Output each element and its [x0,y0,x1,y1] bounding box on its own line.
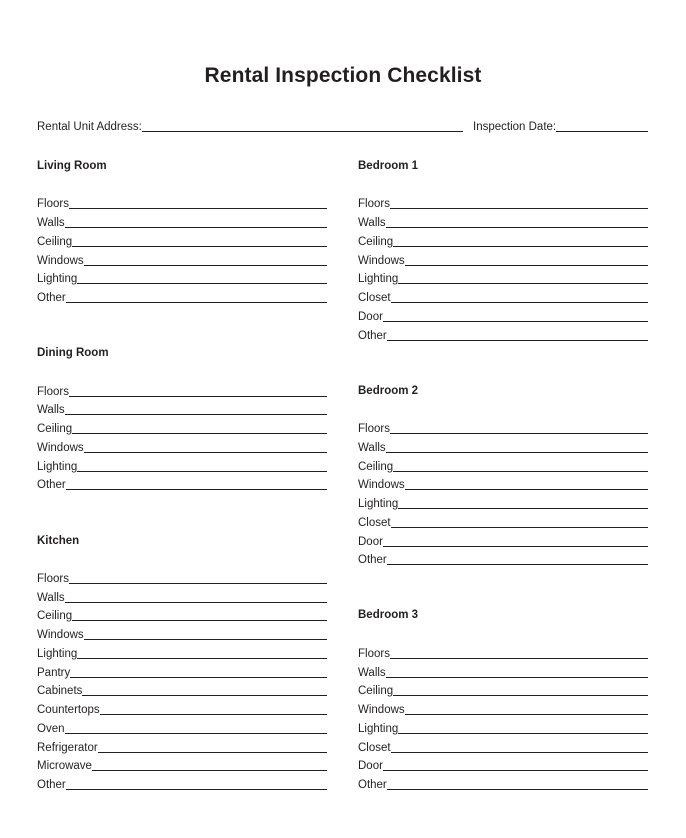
checklist-item[interactable] [37,291,327,305]
checklist-item[interactable] [358,516,648,530]
item-line[interactable] [386,677,648,678]
item-line[interactable] [65,733,328,734]
item-line[interactable] [383,321,648,322]
checklist-item[interactable] [37,741,327,755]
item-line[interactable] [393,246,648,247]
item-label: Microwave [37,760,92,772]
item-line[interactable] [387,340,648,341]
item-label: Other [358,330,387,342]
checklist-item[interactable] [37,666,327,680]
checklist-item[interactable] [37,197,327,211]
item-line[interactable] [72,246,327,247]
item-line[interactable] [84,452,327,453]
item-label: Floors [37,198,69,210]
item-line[interactable] [69,208,327,209]
item-line[interactable] [390,433,648,434]
item-line[interactable] [70,677,327,678]
checklist-item[interactable] [37,422,327,436]
checklist-item[interactable] [358,497,648,511]
item-label: Door [358,311,383,323]
item-line[interactable] [66,302,327,303]
item-label: Windows [358,704,405,716]
checklist-item[interactable] [358,272,648,286]
item-line[interactable] [65,414,327,415]
item-line[interactable] [386,452,648,453]
item-line[interactable] [383,770,648,771]
checklist-item[interactable] [358,703,648,717]
item-label: Walls [37,404,65,416]
item-line[interactable] [390,658,648,659]
date-label: Inspection Date: [473,121,557,133]
item-label: Lighting [358,498,399,510]
item-line[interactable] [77,658,327,659]
item-line[interactable] [92,770,327,771]
item-line[interactable] [386,227,648,228]
item-line[interactable] [405,489,648,490]
item-label: Countertops [37,704,100,716]
item-label: Windows [37,629,84,641]
item-line[interactable] [77,283,327,284]
item-label: Lighting [358,723,399,735]
item-label: Lighting [37,273,78,285]
item-label: Pantry [37,667,71,679]
item-label: Walls [358,217,386,229]
checklist-item[interactable] [358,235,648,249]
checklist-item[interactable] [358,759,648,773]
item-line[interactable] [72,620,327,621]
item-line[interactable] [82,695,327,696]
item-label: Ceiling [37,423,73,435]
item-label: Floors [37,386,69,398]
checklist-item[interactable] [37,572,327,586]
checklist-item[interactable] [37,684,327,698]
date-field[interactable] [473,120,648,134]
item-line[interactable] [72,433,327,434]
item-line[interactable] [98,752,327,753]
item-label: Closet [358,517,391,529]
item-label: Lighting [37,648,78,660]
item-label: Windows [37,442,84,454]
checklist-item[interactable] [37,478,327,492]
item-label: Walls [358,442,386,454]
item-label: Ceiling [358,236,394,248]
checklist-item[interactable] [358,478,648,492]
item-label: Floors [358,198,390,210]
checklist-item[interactable] [37,254,327,268]
item-label: Floors [358,423,390,435]
item-label: Cabinets [37,685,83,697]
checklist-item[interactable] [37,759,327,773]
item-line[interactable] [65,602,327,603]
address-field[interactable] [37,120,463,134]
item-label: Oven [37,723,65,735]
checklist-item[interactable] [358,216,648,230]
item-label: Other [37,479,66,491]
section-heading-bedroom-1: Bedroom 1 [358,160,419,172]
checklist-item[interactable] [37,722,327,736]
checklist-item[interactable] [358,197,648,211]
item-line[interactable] [393,471,648,472]
checklist-item[interactable] [358,684,648,698]
item-line[interactable] [383,546,648,547]
item-label: Lighting [37,461,78,473]
item-line[interactable] [66,789,327,790]
item-line[interactable] [387,789,648,790]
item-line[interactable] [393,695,648,696]
section-heading-kitchen: Kitchen [37,535,80,547]
section-heading-dining-room: Dining Room [37,347,109,359]
checklist-item[interactable] [37,647,327,661]
item-line[interactable] [100,714,327,715]
checklist-item[interactable] [358,647,648,661]
checklist-item[interactable] [37,235,327,249]
section-heading-bedroom-2: Bedroom 2 [358,385,419,397]
item-line[interactable] [77,471,327,472]
item-line[interactable] [84,639,327,640]
item-label: Door [358,536,383,548]
checklist-item[interactable] [358,254,648,268]
item-line[interactable] [398,283,648,284]
item-label: Floors [358,648,390,660]
item-line[interactable] [391,527,648,528]
item-label: Closet [358,742,391,754]
item-label: Walls [37,592,65,604]
item-line[interactable] [69,583,327,584]
item-line[interactable] [391,302,648,303]
item-label: Ceiling [37,610,73,622]
item-label: Walls [37,217,65,229]
checklist-item[interactable] [37,703,327,717]
item-line[interactable] [405,265,648,266]
item-label: Windows [358,479,405,491]
item-line[interactable] [398,508,648,509]
checklist-item[interactable] [37,591,327,605]
item-line[interactable] [387,564,648,565]
date-line[interactable] [556,131,648,132]
checklist-item[interactable] [37,403,327,417]
checklist-item[interactable] [358,666,648,680]
item-label: Refrigerator [37,742,98,754]
checklist-item[interactable] [358,441,648,455]
item-line[interactable] [398,733,648,734]
item-label: Ceiling [37,236,73,248]
item-line[interactable] [65,227,327,228]
checklist-item[interactable] [358,778,648,792]
checklist-item[interactable] [37,272,327,286]
item-label: Walls [358,667,386,679]
item-label: Door [358,760,383,772]
page-title: Rental Inspection Checklist [204,64,482,87]
checklist-item[interactable] [37,385,327,399]
checklist-item[interactable] [358,291,648,305]
section-heading-living-room: Living Room [37,160,107,172]
checklist-item[interactable] [358,460,648,474]
item-label: Ceiling [358,685,394,697]
item-line[interactable] [390,208,648,209]
item-label: Other [37,779,66,791]
checklist-item[interactable] [37,460,327,474]
address-line[interactable] [142,131,463,132]
checklist-item[interactable] [37,628,327,642]
item-label: Windows [37,255,84,267]
checklist-item[interactable] [358,535,648,549]
item-label: Lighting [358,273,399,285]
checklist-item[interactable] [358,741,648,755]
item-line[interactable] [66,489,327,490]
item-label: Floors [37,573,69,585]
checklist-item[interactable] [37,609,327,623]
item-line[interactable] [405,714,648,715]
item-label: Windows [358,255,405,267]
item-line[interactable] [84,265,327,266]
item-label: Other [358,779,387,791]
item-label: Closet [358,292,391,304]
checklist-item[interactable] [37,778,327,792]
item-line[interactable] [69,396,327,397]
item-label: Other [358,554,387,566]
checklist-item[interactable] [358,422,648,436]
checklist-item[interactable] [37,216,327,230]
checklist-item[interactable] [37,441,327,455]
section-heading-bedroom-3: Bedroom 3 [358,609,419,621]
item-line[interactable] [391,752,648,753]
item-label: Other [37,292,66,304]
checklist-item[interactable] [358,722,648,736]
checklist-item[interactable] [358,553,648,567]
checklist-item[interactable] [358,329,648,343]
item-label: Ceiling [358,461,394,473]
checklist-item[interactable] [358,310,648,324]
address-label: Rental Unit Address: [37,121,142,133]
